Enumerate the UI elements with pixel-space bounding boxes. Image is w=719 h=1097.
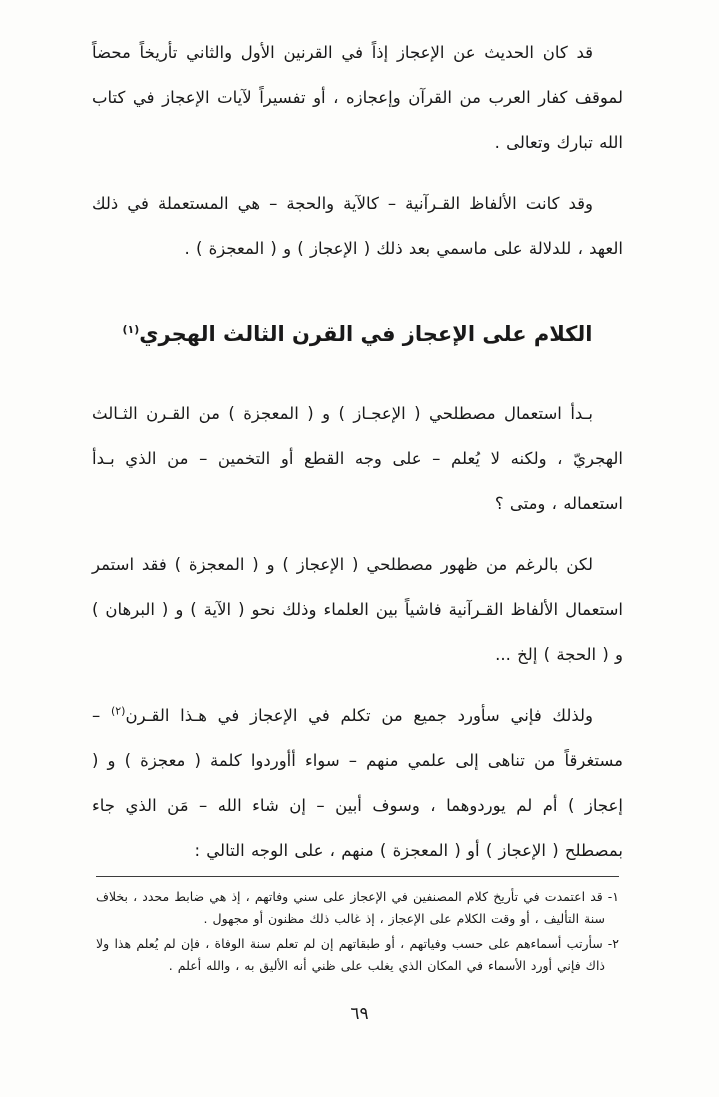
footnote-1-text: قد اعتمدت في تأريخ كلام المصنفين في الإعجاز على سني وفاتهم ، إذ هي ضابط محدد ، بخلاف سنة التأليف ، أو وقت الكلام على الإعجاز ، إذ غالب ذلك مظنون أو مجهول . [96, 889, 605, 926]
paragraph-body-1: بـدأ استعمال مصطلحي ( الإعجـاز ) و ( المعجزة ) من القـرن الثـالث الهجريّ ، ولكنه لا يُعلم – على وجه القطع أو التخمين – من الذي بـدأ استعماله ، ومتى ؟ [92, 404, 623, 513]
main-text-block [92, 30, 623, 873]
section-heading [92, 317, 623, 351]
closing-paragraph-text-after: – مستغرقاً من تناهى إلى علمي منهم – سواء أأوردوا كلمة ( معجزة ) و ( إعجاز ) أم لم يوردوهما ، وسوف أبين – إن شاء الله – مَن الذي جاء بمصطلح ( الإعجاز ) أو ( المعجزة ) منهم ، على الوجه التالي : [92, 706, 623, 860]
footnote-1-marker: ١- [607, 889, 619, 904]
closing-paragraph-text-before: ولذلك فإني سأورد جميع من تكلم في الإعجاز في هـذا القـرن [125, 706, 593, 725]
paragraph-intro-2: وقد كانت الألفاظ القـرآنية – كالآية والحجة – هي المستعملة في ذلك العهد ، للدلالة على ماسمي بعد ذلك ( الإعجاز ) و ( المعجزة ) . [92, 194, 623, 258]
footnote-2-marker: ٢- [607, 936, 619, 951]
footnote-1 [96, 886, 619, 930]
closing-footnote-marker: (٢) [110, 704, 126, 718]
footnote-2-text: سأرتب أسماءهم على حسب وفياتهم ، أو طبقاتهم إن لم تعلم سنة الوفاة ، فإن لم يُعلم هذا ولا ذاك فإني أورد الأسماء في المكان الذي يغلب على ظني أنه الأليق به ، والله أعلم . [96, 936, 605, 973]
footnote-separator-line [96, 876, 619, 877]
paragraph-closing [92, 693, 623, 873]
footnotes-section [96, 876, 619, 980]
paragraph-body-2: لكن بالرغم من ظهور مصطلحي ( الإعجاز ) و ( المعجزة ) فقد استمر استعمال الألفاظ القـرآنية فاشياً بين العلماء وذلك نحو ( الآية ) و ( البرهان ) و ( الحجة ) إلخ ... [92, 555, 623, 664]
heading-footnote-marker: (١) [122, 323, 140, 336]
page-number: ٦٩ [350, 1004, 369, 1024]
paragraph-intro-1: قد كان الحديث عن الإعجاز إذاً في القرنين الأول والثاني تأريخاً محضاً لموقف كفار العرب من القرآن وإعجازه ، أو تفسيراً لآيات الإعجاز في كتاب الله تبارك وتعالى . [92, 43, 623, 152]
footnote-2 [96, 933, 619, 977]
section-heading-text: الكلام على الإعجاز في القرن الثالث الهجري [139, 322, 593, 346]
